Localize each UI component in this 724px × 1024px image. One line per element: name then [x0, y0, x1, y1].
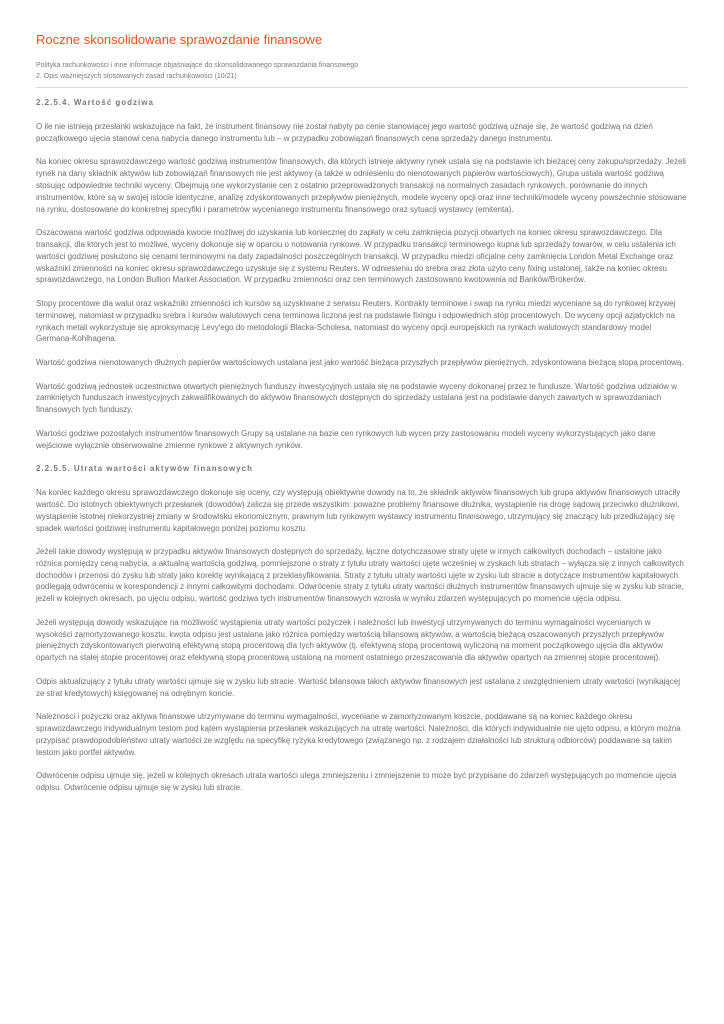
header-divider — [36, 87, 688, 88]
section-heading: 2.2.5.4. Wartość godziwa — [36, 98, 154, 107]
paragraph: Oszacowana wartość godziwa odpowiada kwocie możliwej do uzyskania lub koniecznej do zapłaty w celu zamknięcia pozycji otwartych na koniec okresu sprawozdawczego. Dla transakcji, dla których jest to możliwe, wyceny dokonuje się w oparciu o notowania rynkowe. W przypadku transakcji terminowego kupna lub sprzedaży towarów, w celu ustalenia ich wartości godziwej posłużono się cenami terminowymi na daty zapadalności poszczególnych transakcji. W przypadku miedzi oficjalne ceny zamknięcia London Metal Exchange oraz wskaźniki zmienności na koniec okresu sprawozdawczego uzyskuje się z systemu Reuters. W odniesieniu do srebra oraz złota użyto ceny fixing ustalonej, także na koniec okresu sprawozdawczego, na London Bullion Market Association. W przypadku zmienności oraz cen terminowych zastosowano kwotowania od Banków/Brokerów. — [36, 228, 676, 285]
paragraph: Wartość godziwą jednostek uczestnictwa otwartych pieniężnych funduszy inwestycyjnych ustala się na podstawie wyceny dokonanej przez te fundusze. Wartość godziwa udziałów w zamkniętych funduszach inwestycyjnych zakwalifikowanych do aktywów finansowych dostępnych do sprzedaży ustalana jest na podstawie danych zawartych w sprawozdaniach finansowych tych funduszy. — [36, 381, 678, 415]
subtitle-line-chapter: Polityka rachunkowości i inne informacje objaśniające do skonsolidowanego sprawozdania finansowego — [36, 62, 359, 69]
paragraph: Na koniec każdego okresu sprawozdawczego dokonuje się oceny, czy występują obiektywne dowody na to, że składnik aktywów finansowych lub grupa aktywów finansowych utraciły wartość. Do istotnych obiektywnych przesłanek (dowodów) zalicza się przede wszystkim: poważne problemy finansowe dłużnika, wystąpienie na drogę sądową przeciwko dłużnikowi, wystąpienie istotnej niekorzystnej zmiany w środowisku ekonomicznym, prawnym lub rynkowym wystawcy instrumentu finansowego, utrzymujący się znaczący lub przedłużający się spadek wartości godziwej instrumentu kapitałowego poniżej poziomu kosztu. — [36, 488, 681, 533]
paragraph: Jeżeli takie dowody występują w przypadku aktywów finansowych dostępnych do sprzedaży, łączne dotychczasowe straty ujęte w innych całkowitych dochodach – ustalone jako różnica pomiędzy ceną nabycia, a aktualną wartością godziwą, pomniejszone o straty z tytułu utraty wartości ujęte wcześniej w zyskach lub stratach – wyłącza się z innych całkowitych dochodów i przenosi do zysku lub straty jako korektę wynikającą z przeklasyfikowania. Straty z tytułu utraty wartości ujęte w zysku lub stracie a dotyczące instrumentów kapitałowych podlegają odwróceniu w korespondencji z innymi całkowitymi dochodami. Odwrócenie straty z tytułu utraty wartości dłużnych instrumentów finansowych ujmuje się w zysku lub stracie, jeżeli w kolejnych okresach, po ujęciu odpisu, wartość godziwa tych instrumentów finansowych wzrosła w wyniku zdarzeń występujących po momencie ujęcia odpisu. — [36, 547, 684, 604]
section-heading: 2.2.5.5. Utrata wartości aktywów finansowych — [36, 464, 253, 474]
document-subtitle — [36, 60, 688, 82]
section-impairment — [36, 463, 688, 794]
paragraph: O ile nie istnieją przesłanki wskazujące na fakt, że instrument finansowy nie został nabyty po cenie stanowiącej jego wartość godziwą uznaje się, że wartość godziwą na dzień początkowego ujęcia stanowi cena nabycia danego instrumentu lub – w przypadku zobowiązań finansowych cena sprzedaży danego instrumentu. — [36, 122, 653, 143]
paragraph: Stopy procentowe dla walut oraz wskaźniki zmienności ich kursów są uzyskiwane z serwisu Reuters. Kontrakty terminowe i swap na rynku miedzi wyceniane są do rynkowej krzywej terminowej, natomiast w przypadku srebra i kursów walutowych cena terminowa liczona jest na podstawie fixingu i odpowiednich stóp procentowych. Do wyceny opcji azjatyckich na rynkach metali wykorzystuje się aproksymację Levy'ego do metodologii Blacka-Scholesa, natomiast do wyceny opcji europejskich na rynkach walutowych standardowy model Germana-Kohlhagena. — [36, 298, 676, 344]
section-fair-value — [36, 97, 688, 451]
paragraph: Na koniec okresu sprawozdawczego wartość godziwą instrumentów finansowych, dla których istnieje aktywny rynek ustala się na podstawie ich bieżącej ceny zakupu/sprzedaży. Jeżeli rynek na dany składnik aktywów lub zobowiązań finansowych nie jest aktywny (a także w odniesieniu do nienotowanych papierów wartościowych), Grupa ustala wartość godziwą stosując odpowiednie techniki wyceny. Obejmują one wykorzystanie cen z ostatnio przeprowadzonych transakcji na normalnych zasadach rynkowych, porównanie do innych instrumentów, które są w swojej istocie identyczne, analizę zdyskontowanych przepływów pieniężnych, modele wyceny opcji oraz inne techniki/modele wyceny powszechnie stosowane na rynku, dostosowane do konkretnej specyfiki i parametrów wycenianego instrumentu finansowego oraz sytuacji wystawcy (emitenta). — [36, 157, 687, 214]
paragraph: Wartości godziwe pozostałych instrumentów finansowych Grupy są ustalane na bazie cen rynkowych lub wycen przy zastosowaniu modeli wyceny wykorzystujących jako dane wejściowe wyłącznie obserwowalne zmienne rynkowe z aktywnych rynków. — [36, 428, 656, 450]
paragraph: Jeżeli występują dowody wskazujące na możliwość wystąpienia utraty wartości pożyczek i należności lub inwestycji utrzymywanych do terminu wymagalności wycenianych w wysokości zamortyzowanego kosztu, kwota odpisu jest ustalana jako różnica pomiędzy wartością bilansową aktywów, a wartością bieżącą oszacowanych przyszłych przepływów pieniężnych zdyskontowanych pierwotną efektywną stopą procentową dla tych aktywów (tj. efektywną stopą procentową wyliczoną na moment początkowego ujęcia dla aktywów opartych na stałej stopie procentowej oraz efektywną stopą procentową ustaloną na moment ostatniego przeszacowania dla aktywów opartych na zmiennej stopie procentowej). — [36, 617, 664, 663]
paragraph: Odwrócenie odpisu ujmuje się, jeżeli w kolejnych okresach utrata wartości ulega zmniejszeniu i zmniejszenie to może być przypisane do zdarzeń występujących po momencie ujęcia odpisu. Odwrócenie odpisu ujmuje się w zysku lub stracie. — [36, 771, 677, 793]
paragraph: Wartość godziwa nienotowanych dłużnych papierów wartościowych ustalana jest jako wartość bieżąca przyszłych przepływów pieniężnych, zdyskontowana bieżącą stopą procentową. — [36, 357, 684, 367]
subtitle-line-section: 2. Opis ważniejszych stosowanych zasad rachunkowości (10/21) — [36, 73, 237, 80]
paragraph: Należności i pożyczki oraz aktywa finansowe utrzymywane do terminu wymagalności, wyceniane w zamortyzowanym koszcie, poddawane są na koniec każdego okresu sprawozdawczego indywidualnym testom pod kątem wystąpienia przesłanek wskazujących na utratę wartości. Należności, dla których indywidualnie nie ujęto odpisu, a którym można przypisać prawdopodobieństwo utraty wartości ze względu na specyfikę ryzyka kredytowego (związanego np. z rodzajem działalności lub strukturą odbiorców) poddawane są takim testom jako portfel aktywów. — [36, 712, 681, 757]
document-header — [36, 32, 688, 88]
paragraph: Odpis aktualizujący z tytułu utraty wartości ujmuje się w zysku lub stracie. Wartość bilansowa takich aktywów finansowych jest ustalana z uwzględnieniem utraty wartości (wynikającej ze strat kredytowych) księgowanej na odrębnym koncie. — [36, 676, 680, 698]
page-title: Roczne skonsolidowane sprawozdanie finansowe — [36, 32, 323, 47]
